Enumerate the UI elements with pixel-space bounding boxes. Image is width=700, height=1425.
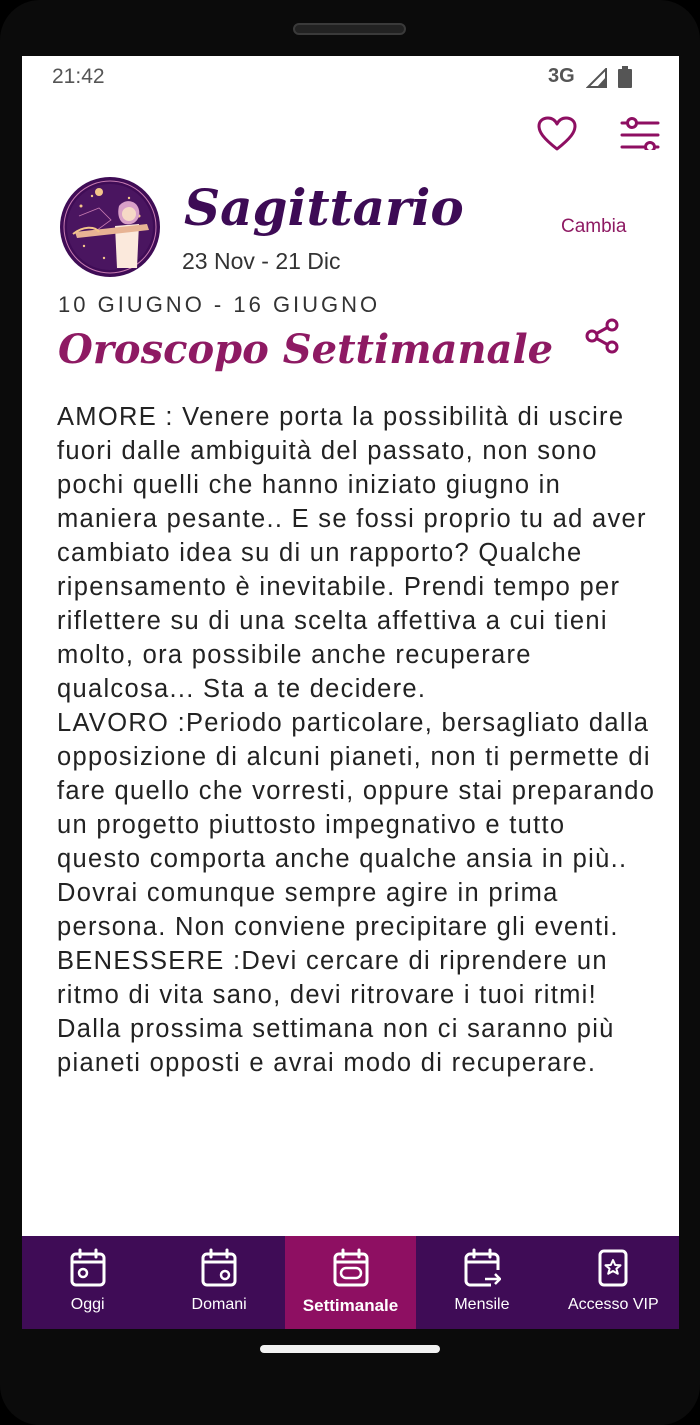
signal-icon bbox=[586, 68, 608, 88]
share-icon[interactable] bbox=[584, 318, 620, 354]
nav-label-settimanale: Settimanale bbox=[302, 1296, 399, 1315]
nav-label-accesso-vip: Accesso VIP bbox=[567, 1296, 659, 1313]
sagittarius-sign-icon bbox=[59, 176, 161, 278]
horoscope-section-title: Oroscopo Settimanale bbox=[58, 326, 554, 373]
filter-settings-icon[interactable] bbox=[620, 116, 660, 150]
network-type: 3G bbox=[548, 65, 575, 87]
heart-icon[interactable] bbox=[537, 116, 577, 152]
change-sign-link[interactable]: Cambia bbox=[561, 216, 627, 237]
nav-item-mensile[interactable] bbox=[416, 1236, 547, 1329]
status-time: 21:42 bbox=[52, 65, 105, 88]
week-range: 10 GIUGNO - 16 GIUGNO bbox=[58, 292, 381, 317]
nav-label-mensile: Mensile bbox=[454, 1296, 510, 1313]
nav-item-settimanale[interactable] bbox=[285, 1236, 416, 1329]
wellness-paragraph: BENESSERE :Devi cercare di riprendere un ritmo di vita sano, devi ritrovare i tuoi ritmi! Dalla prossima settimana non ci saranno più pianeti opposti e avrai modo di recuperare. bbox=[57, 947, 615, 1077]
app-screen bbox=[22, 56, 679, 1329]
nav-item-accesso-vip[interactable] bbox=[548, 1236, 679, 1329]
nav-label-domani: Domani bbox=[191, 1296, 247, 1313]
calendar-next-icon bbox=[200, 1248, 238, 1288]
love-paragraph: AMORE : Venere porta la possibilità di uscire fuori dalle ambiguità del passato, non sono pochi quelli che hanno iniziato giugno in maniera pesante.. E se fossi proprio tu ad aver cambiato idea su di un rapporto? Qualche ripensamento è inevitabile. Prendi tempo per riflettere su di una scelta affettiva a cui tieni molto, ora possibile anche recuperare qualcosa... Sta a te decidere. bbox=[57, 403, 647, 703]
nav-item-domani[interactable] bbox=[153, 1236, 284, 1329]
vip-star-icon bbox=[594, 1248, 632, 1288]
calendar-week-icon bbox=[332, 1248, 370, 1288]
status-bar bbox=[22, 56, 679, 98]
device-speaker bbox=[293, 23, 406, 35]
calendar-day-icon bbox=[69, 1248, 107, 1288]
calendar-month-icon bbox=[463, 1248, 501, 1288]
battery-icon bbox=[618, 66, 632, 88]
bottom-navigation bbox=[22, 1236, 679, 1329]
work-paragraph: LAVORO :Periodo particolare, bersagliato dalla opposizione di alcuni pianeti, non ti permette di fare quello che vorresti, oppure stai preparando un progetto piuttosto impegnativo e tutto questo comporta anche qualche ansia in più.. Dovrai comunque sempre agire in prima persona. Non conviene precipitare gli eventi. bbox=[57, 709, 656, 941]
home-indicator[interactable] bbox=[260, 1345, 440, 1353]
nav-item-oggi[interactable] bbox=[22, 1236, 153, 1329]
sign-dates: 23 Nov - 21 Dic bbox=[182, 248, 341, 274]
sign-name: Sagittario bbox=[184, 178, 464, 237]
horoscope-text bbox=[57, 400, 657, 1080]
nav-label-oggi: Oggi bbox=[70, 1296, 105, 1313]
